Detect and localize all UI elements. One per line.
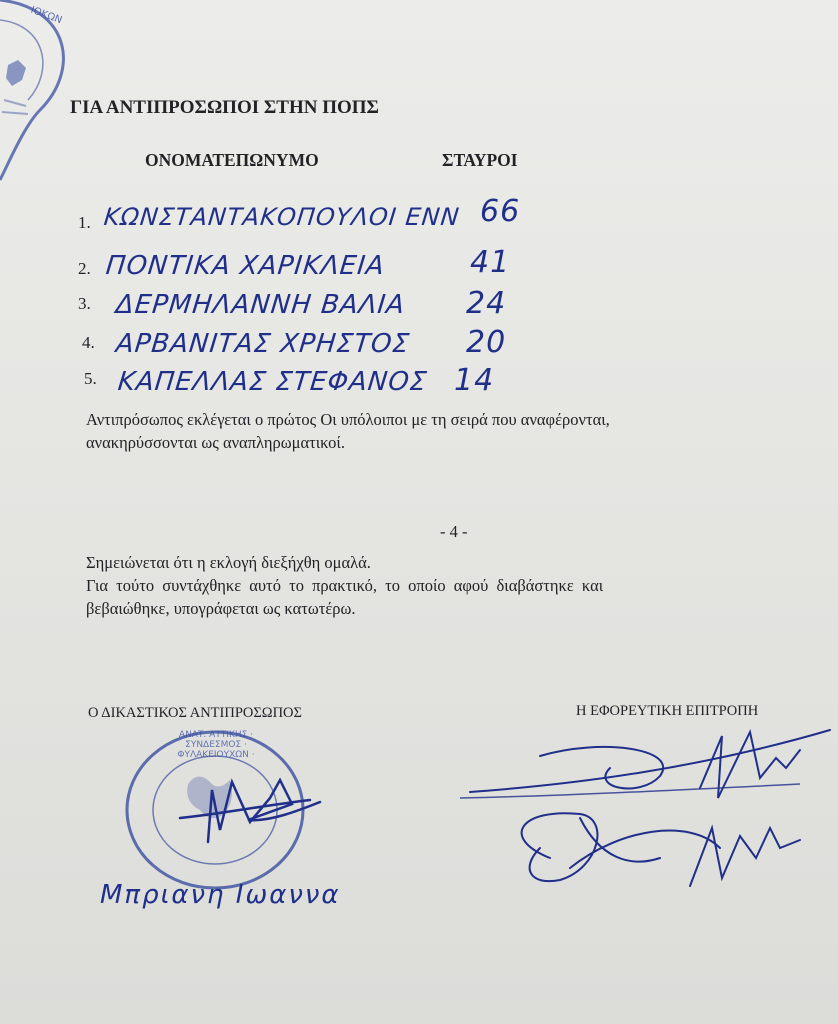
candidate-name: ΔΕΡΜΗΛΑΝΝΗ ΒΑΛΙΑ	[114, 290, 407, 320]
candidate-row	[78, 194, 538, 238]
column-header-name: ΟΝΟΜΑΤΕΠΩΝΥΜΟ	[145, 150, 319, 170]
closing-line: Σημειώνεται ότι η εκλογή διεξήχθη ομαλά.	[86, 553, 371, 572]
note-line: Αντιπρόσωπος εκλέγεται ο πρώτος Οι υπόλοιποι με τη σειρά που αναφέρονται,	[86, 410, 610, 429]
candidate-votes: 41	[470, 245, 511, 280]
closing-line: Για τούτο συντάχθηκε αυτό το πρακτικό, το οποίο αφού διαβάστηκε και	[86, 576, 604, 595]
candidate-row	[78, 245, 538, 285]
top-left-stamp	[0, 0, 90, 190]
left-signature-scribble	[160, 760, 360, 870]
candidate-votes: 14	[454, 363, 495, 398]
judicial-representative-label: Ο ΔΙΚΑΣΤΙΚΟΣ ΑΝΤΙΠΡΟΣΩΠΟΣ	[88, 705, 302, 721]
election-note	[86, 408, 786, 454]
candidate-name: ΠΟΝΤΙΚΑ ΧΑΡΙΚΛΕΙΑ	[104, 251, 387, 281]
candidate-name: ΚΩΝΣΤΑΝΤΑΚΟΠΟΥΛΟΙ ΕΝΝ	[102, 203, 462, 231]
page-number: - 4 -	[440, 522, 468, 541]
closing-line: βεβαιώθηκε, υπογράφεται ως κατωτέρω.	[86, 599, 356, 618]
candidate-votes: 24	[466, 286, 507, 321]
candidate-number: 3.	[78, 294, 91, 313]
candidate-votes: 66	[480, 194, 521, 229]
candidate-name: ΚΑΠΕΛΛΑΣ ΣΤΕΦΑΝΟΣ	[116, 367, 429, 397]
judicial-representative-name: Μπριανη Ιωαννα	[100, 880, 341, 910]
election-committee-label: Η ΕΦΟΡΕΥΤΙΚΗ ΕΠΙΤΡΟΠΗ	[576, 703, 759, 719]
seal-ring-text: ΑΝΑΤ. ΑΤΤΙΚΗΣ · ΣΥΝΔΕΣΜΟΣ · ΦΥΛΑΚΕΙΟΥΧΩΝ ·	[177, 730, 255, 760]
candidate-number: 5.	[84, 369, 97, 388]
candidate-number: 2.	[78, 259, 91, 278]
closing-paragraph	[86, 551, 838, 620]
candidate-name: ΑΡΒΑΝΙΤΑΣ ΧΡΗΣΤΟΣ	[114, 329, 412, 359]
committee-signatures	[460, 718, 838, 908]
column-header-votes: ΣΤΑΥΡΟΙ	[442, 150, 518, 170]
candidate-votes: 20	[466, 325, 507, 360]
candidate-row	[78, 325, 538, 365]
candidate-row	[78, 363, 538, 403]
top-left-stamp-text: ΙΟΚΩΝ	[29, 4, 64, 27]
candidate-row	[78, 288, 538, 328]
note-line: ανακηρύσσονται ως αναπληρωματικοί.	[86, 433, 345, 452]
candidate-number: 1.	[78, 213, 91, 232]
section-heading: ΓΙΑ ΑΝΤΙΠΡΟΣΩΠΟΙ ΣΤΗΝ ΠΟΠΣ	[70, 97, 379, 118]
candidate-number: 4.	[82, 333, 95, 352]
